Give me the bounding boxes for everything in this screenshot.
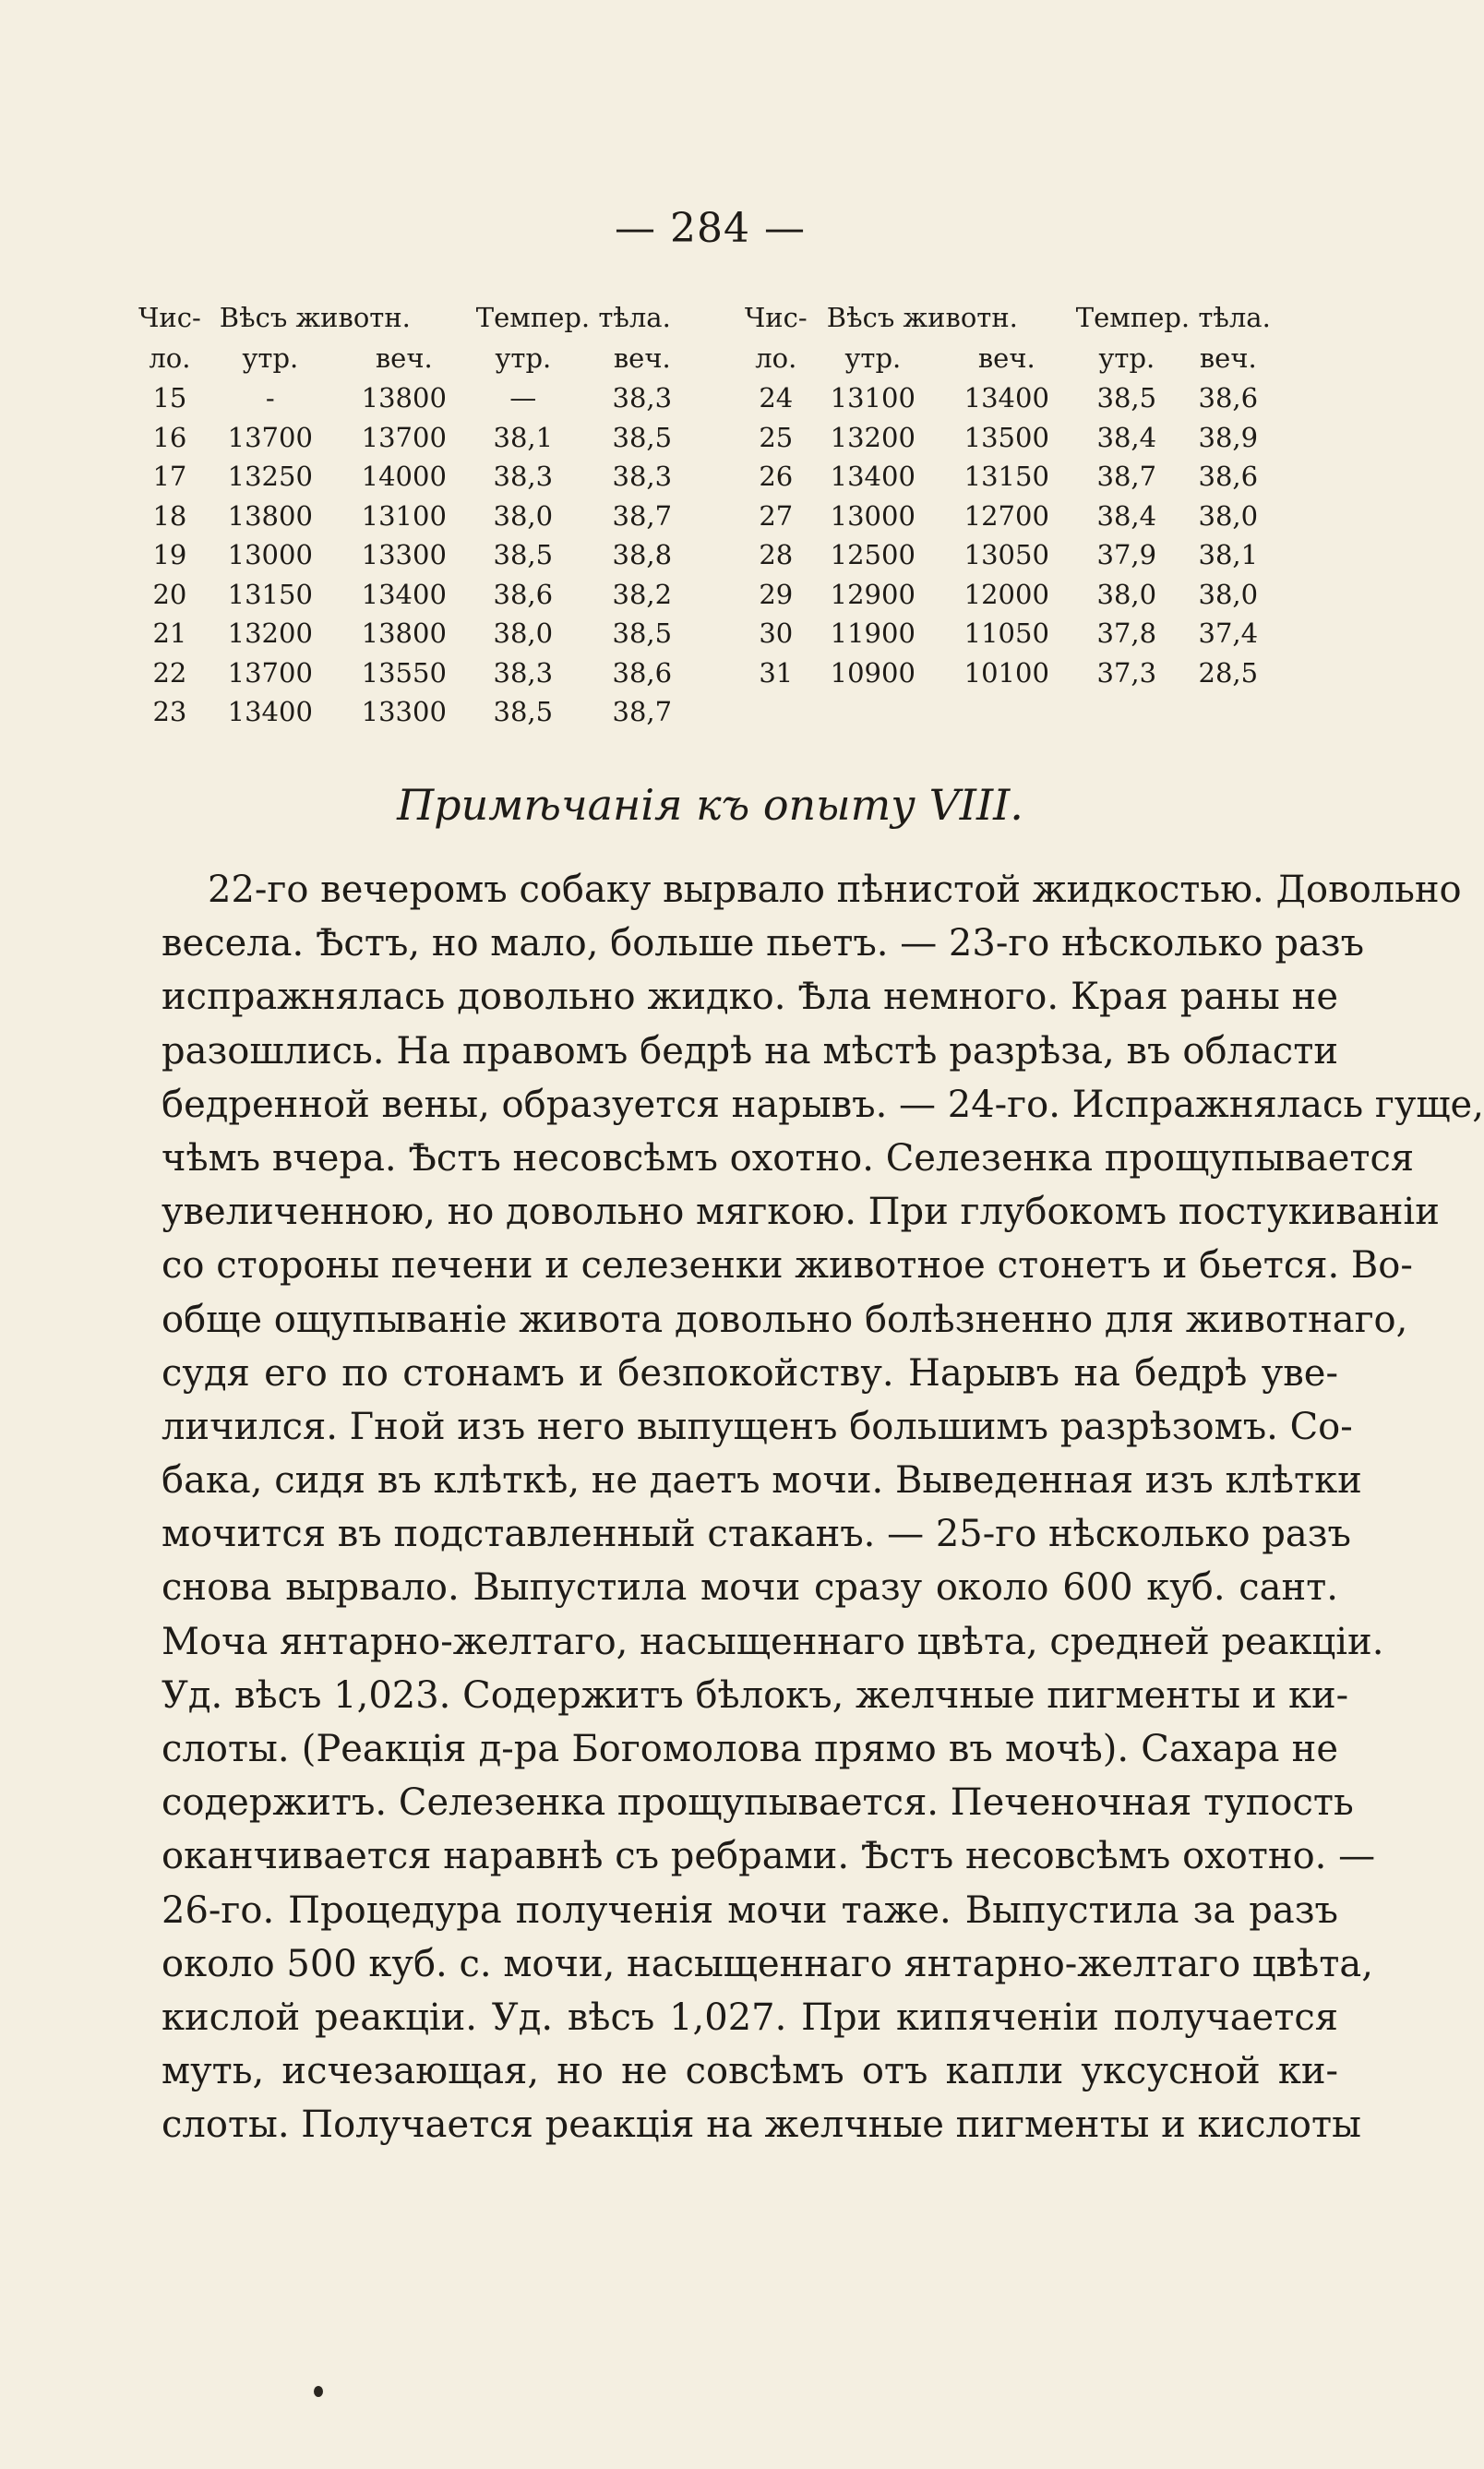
text-line: 22-го вечеромъ собаку вырвало пѣнистой жидкостью. Довольно	[208, 869, 1462, 911]
column-gap	[707, 297, 744, 338]
cell-temp-morning-right	[1076, 692, 1178, 732]
cell-weight-evening-right: 12700	[963, 499, 1049, 532]
text-line: снова вырвало. Выпустила мочи сразу около 600 куб. сант.	[162, 1566, 1338, 1610]
cell-temp-evening-right: 28,5	[1198, 656, 1259, 689]
cell-weight-morning: 13700	[227, 656, 313, 689]
text-line: со стороны печени и селезенки животное стонетъ и бьется. Во-	[162, 1244, 1413, 1288]
cell-temp-evening-right: 38,1	[1198, 539, 1259, 571]
cell-temp-evening-right: 37,4	[1198, 617, 1259, 650]
text-line: бака, сидя въ клѣткѣ, не даетъ мочи. Выведенная изъ клѣтки	[162, 1459, 1362, 1503]
cell-weight-morning-right: 13400	[830, 461, 916, 493]
cell-weight-morning: 13400	[227, 696, 313, 728]
table-row	[138, 692, 1279, 732]
cell-temp-morning: 38,6	[493, 578, 554, 610]
text-line: чѣмъ вчера. Ѣстъ несовсѣмъ охотно. Селезенка прощупывается	[162, 1136, 1415, 1180]
cell-weight-evening: 13100	[361, 499, 447, 532]
cell-day: 17	[152, 461, 187, 493]
header-temp-right: Темпер. тѣла.	[1075, 302, 1271, 333]
cell-temp-evening-right: 38,6	[1198, 461, 1259, 493]
text-line: слоты. Получается реакція на желчные пигменты и кислоты	[162, 2103, 1361, 2147]
text-line: увеличенною, но довольно мягкою. При глубокомъ постукиваніи	[162, 1191, 1440, 1234]
cell-weight-evening: 13550	[361, 656, 447, 689]
cell-temp-morning: 38,5	[493, 696, 554, 728]
body-paragraph	[162, 863, 1484, 2152]
text-line: слоты. (Реакція д-ра Богомолова прямо въ мочѣ). Сахара не	[162, 1728, 1338, 1770]
cell-day-right: 26	[759, 461, 794, 493]
text-line: содержитъ. Селезенка прощупывается. Печеночная тупость	[162, 1781, 1354, 1825]
cell-weight-morning-right: 13200	[830, 421, 916, 453]
section-title: Примѣчанія къ опыту VIII.	[397, 780, 1023, 830]
cell-temp-evening-right	[1178, 692, 1279, 732]
cell-temp-evening: 38,3	[612, 382, 673, 414]
cell-weight-evening-right: 10100	[963, 656, 1049, 689]
table-row	[138, 653, 1279, 693]
cell-weight-evening: 13700	[361, 421, 447, 453]
header-weight-right: Вѣсъ животн.	[826, 302, 1018, 333]
cell-temp-morning-right: 38,7	[1096, 461, 1157, 493]
subheader-temp-morning-right: утр.	[1098, 342, 1155, 374]
table-row	[138, 457, 1279, 497]
subheader-weight-evening: веч.	[375, 342, 433, 374]
cell-day-right	[744, 692, 808, 732]
cell-weight-evening: 13800	[361, 617, 447, 650]
column-gap	[707, 338, 744, 378]
subheader-weight-evening-right: веч.	[977, 342, 1035, 374]
cell-temp-morning-right: 38,0	[1096, 578, 1157, 610]
cell-weight-evening-right: 13400	[963, 382, 1049, 414]
cell-temp-evening: 38,7	[612, 499, 673, 532]
cell-weight-morning: -	[265, 382, 275, 414]
header-temp: Темпер. тѣла.	[475, 302, 671, 333]
cell-temp-evening: 38,5	[612, 617, 673, 650]
table-row	[138, 497, 1279, 536]
cell-weight-evening: 13400	[361, 578, 447, 610]
text-line: разошлись. На правомъ бедрѣ на мѣстѣ разрѣза, въ области	[162, 1029, 1338, 1073]
text-line: кислой реакціи. Уд. вѣсъ 1,027. При кипяченіи получается	[162, 1996, 1338, 2039]
cell-day-right: 29	[759, 578, 794, 610]
cell-day: 18	[152, 499, 187, 532]
text-line: бедренной вены, образуется нарывъ. — 24-го. Испражнялась гуще,	[162, 1083, 1484, 1126]
cell-day-right: 25	[759, 421, 794, 453]
text-line: обще ощупываніе живота довольно болѣзненно для животнаго,	[162, 1298, 1408, 1341]
cell-weight-evening-right	[938, 692, 1076, 732]
column-gap	[707, 575, 744, 615]
cell-weight-morning: 13800	[227, 499, 313, 532]
cell-temp-evening-right: 38,0	[1198, 499, 1259, 532]
header-day: Чис-	[138, 302, 201, 333]
text-line: испражнялась довольно жидко. Ѣла немного. Края раны не	[162, 976, 1338, 1019]
cell-temp-morning: 38,0	[493, 499, 554, 532]
cell-weight-morning: 13150	[227, 578, 313, 610]
text-line: муть, исчезающая, но не совсѣмъ отъ капли уксусной ки-	[162, 2050, 1338, 2093]
cell-weight-evening-right: 11050	[963, 617, 1049, 650]
subheader-temp-evening: веч.	[613, 342, 671, 374]
cell-day: 19	[152, 539, 187, 571]
cell-temp-evening: 38,3	[612, 461, 673, 493]
cell-day: 23	[152, 696, 187, 728]
text-line: мочится въ подставленный стаканъ. — 25-го нѣсколько разъ	[162, 1513, 1351, 1556]
table-row	[138, 575, 1279, 615]
column-gap	[707, 418, 744, 458]
column-gap	[707, 535, 744, 575]
column-gap	[707, 653, 744, 693]
cell-weight-morning-right: 12900	[830, 578, 916, 610]
column-gap	[707, 378, 744, 418]
subheader-weight-morning-right: утр.	[844, 342, 902, 374]
weight-temperature-table	[138, 297, 1279, 732]
cell-day-right: 31	[759, 656, 794, 689]
cell-temp-morning: 38,3	[493, 656, 554, 689]
cell-weight-evening: 13800	[361, 382, 447, 414]
cell-day: 15	[152, 382, 187, 414]
cell-weight-evening-right: 13050	[963, 539, 1049, 571]
cell-day: 22	[152, 656, 187, 689]
table-subheader-row	[138, 338, 1279, 378]
cell-temp-evening: 38,6	[612, 656, 673, 689]
cell-temp-morning-right: 37,8	[1096, 617, 1157, 650]
table-row	[138, 614, 1279, 653]
header-weight: Вѣсъ животн.	[219, 302, 411, 333]
cell-weight-evening: 13300	[361, 539, 447, 571]
cell-temp-evening-right: 38,6	[1198, 382, 1259, 414]
cell-temp-morning: —	[509, 382, 537, 414]
text-line: оканчивается наравнѣ съ ребрами. Ѣстъ несовсѣмъ охотно. —	[162, 1835, 1376, 1878]
cell-temp-evening: 38,8	[612, 539, 673, 571]
cell-day: 16	[152, 421, 187, 453]
cell-temp-morning: 38,5	[493, 539, 554, 571]
cell-weight-evening-right: 13500	[963, 421, 1049, 453]
cell-weight-evening: 13300	[361, 696, 447, 728]
text-line: около 500 куб. с. мочи, насыщеннаго янтарно-желтаго цвѣта,	[162, 1942, 1373, 1985]
cell-weight-morning: 13000	[227, 539, 313, 571]
cell-weight-morning: 13200	[227, 617, 313, 650]
cell-day: 20	[152, 578, 187, 610]
cell-temp-evening: 38,5	[612, 421, 673, 453]
cell-weight-morning-right	[808, 692, 938, 732]
text-line: Уд. вѣсъ 1,023. Содержитъ бѣлокъ, желчные пигменты и ки-	[162, 1673, 1349, 1717]
cell-weight-morning: 13250	[227, 461, 313, 493]
cell-temp-morning-right: 38,4	[1096, 499, 1157, 532]
cell-weight-evening-right: 13150	[963, 461, 1049, 493]
page-number: — 284 —	[615, 205, 806, 252]
cell-weight-morning-right: 13100	[830, 382, 916, 414]
cell-weight-morning-right: 11900	[830, 617, 916, 650]
column-gap	[707, 614, 744, 653]
cell-temp-evening-right: 38,0	[1198, 578, 1259, 610]
header-day-right: Чис-	[744, 302, 808, 333]
cell-temp-morning-right: 38,4	[1096, 421, 1157, 453]
subheader-day: ло.	[149, 342, 191, 374]
cell-day-right: 28	[759, 539, 794, 571]
cell-day-right: 30	[759, 617, 794, 650]
cell-temp-evening: 38,7	[612, 696, 673, 728]
text-line: 26-го. Процедура полученія мочи таже. Выпустила за разъ	[162, 1888, 1338, 1932]
text-line: весела. Ѣстъ, но мало, больше пьетъ. — 23-го нѣсколько разъ	[162, 922, 1365, 965]
table-header-row	[138, 297, 1279, 338]
cell-temp-evening-right: 38,9	[1198, 421, 1259, 453]
cell-weight-morning-right: 12500	[830, 539, 916, 571]
text-line: судя его по стонамъ и безпокойству. Нарывъ на бедрѣ уве-	[162, 1351, 1338, 1395]
subheader-weight-morning: утр.	[242, 342, 299, 374]
subheader-day-right: ло.	[755, 342, 797, 374]
subheader-temp-morning: утр.	[495, 342, 552, 374]
table-row	[138, 535, 1279, 575]
cell-weight-morning: 13700	[227, 421, 313, 453]
cell-temp-morning-right: 37,9	[1096, 539, 1157, 571]
subheader-temp-evening-right: веч.	[1199, 342, 1257, 374]
cell-day-right: 24	[759, 382, 794, 414]
table-row	[138, 418, 1279, 458]
cell-weight-evening: 14000	[361, 461, 447, 493]
cell-weight-morning-right: 13000	[830, 499, 916, 532]
cell-weight-morning-right: 10900	[830, 656, 916, 689]
cell-weight-evening-right: 12000	[963, 578, 1049, 610]
column-gap	[707, 497, 744, 536]
column-gap	[707, 457, 744, 497]
cell-temp-evening: 38,2	[612, 578, 673, 610]
cell-temp-morning-right: 38,5	[1096, 382, 1157, 414]
text-line: Моча янтарно-желтаго, насыщеннаго цвѣта, средней реакціи.	[162, 1620, 1384, 1663]
cell-temp-morning: 38,3	[493, 461, 554, 493]
column-gap	[707, 692, 744, 732]
cell-temp-morning-right: 37,3	[1096, 656, 1157, 689]
cell-day: 21	[152, 617, 187, 650]
cell-temp-morning: 38,0	[493, 617, 554, 650]
print-blemish	[314, 2386, 323, 2397]
text-line: личился. Гной изъ него выпущенъ большимъ разрѣзомъ. Со-	[162, 1405, 1353, 1448]
cell-temp-morning: 38,1	[493, 421, 554, 453]
cell-day-right: 27	[759, 499, 794, 532]
table-row	[138, 378, 1279, 418]
